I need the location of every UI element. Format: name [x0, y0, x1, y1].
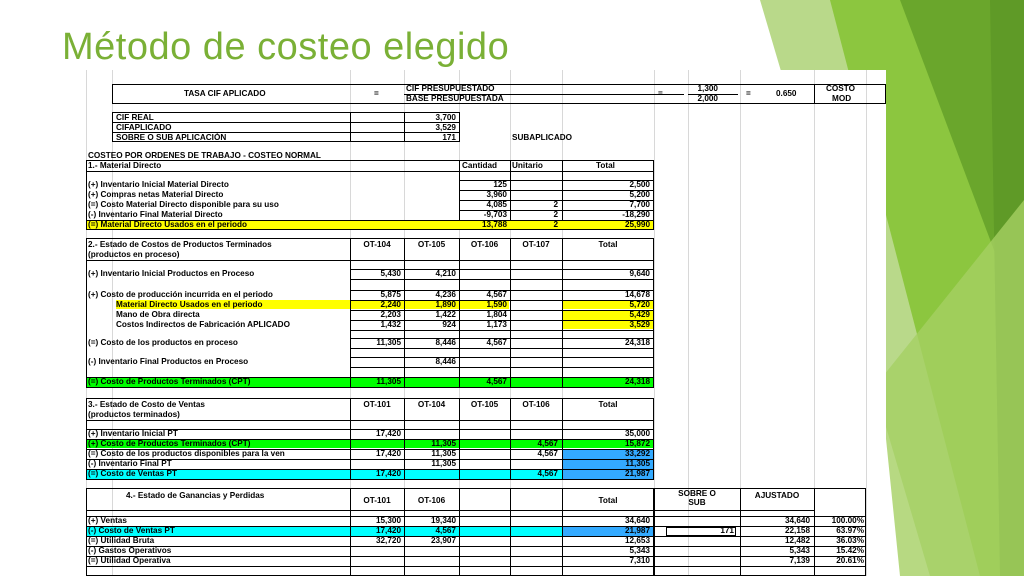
s1-row0-label: (+) Inventario Inicial Material Directo [88, 180, 229, 189]
s4-row3-aj: 5,343 [789, 546, 810, 555]
s2-mod-v0: 2,203 [380, 310, 401, 319]
s4-row0-pct: 100.00% [831, 516, 864, 525]
s1-row1-total: 5,200 [629, 190, 650, 199]
s3-col-3: OT-106 [522, 400, 550, 409]
cif-real-value: 3,700 [435, 113, 456, 122]
s3-row3-v1: 11,305 [431, 459, 456, 468]
s1-row4-label: (=) Material Directo Usados en el periodo [88, 220, 248, 229]
cif-sobre-label: SOBRE O SUB APLICACIÓN [116, 133, 227, 142]
s2-cpt-v0: 11,305 [376, 377, 401, 386]
s4-row1-v2: 21,987 [624, 526, 650, 535]
s4-row3-pct: 15.42% [836, 546, 864, 555]
s3-row2-v1: 11,305 [431, 449, 456, 458]
s2-invfin-v1: 8,446 [435, 357, 456, 366]
s2-proc-v0: 11,305 [376, 338, 401, 347]
s3-col-1: OT-104 [417, 400, 446, 409]
s2-col-1: OT-105 [417, 240, 446, 249]
s4-title: 4.- Estado de Ganancias y Perdidas [126, 491, 265, 500]
s4-sobre2: SUB [688, 498, 706, 507]
s3-row4-label: (=) Costo de Ventas PT [88, 469, 177, 478]
s4-row1-label: (-) Costo de Ventas PT [88, 526, 175, 535]
s2-invini-label: (+) Inventario Inicial Productos en Proceso [88, 269, 255, 278]
s2-cpt-v4: 24,318 [624, 377, 650, 386]
slide-title: Método de costeo elegido [62, 26, 510, 68]
s2-cif-label: Costos Indirectos de Fabricación APLICADO [116, 320, 290, 329]
s2-col-3: OT-107 [522, 240, 550, 249]
s1-row3-label: (-) Inventario Final Material Directo [88, 210, 223, 219]
s4-row4-label: (=) Utilidad Operativa [88, 556, 171, 565]
s2-costoprod-v0: 5,875 [380, 290, 401, 299]
s2-title1: 2.- Estado de Costos de Productos Terminados [88, 240, 272, 249]
s2-invini-v1: 4,210 [435, 269, 456, 278]
s2-md-v4: 5,720 [629, 300, 650, 309]
tasa-label: TASA CIF APLICADO [184, 89, 266, 98]
s1-col-cantidad: Cantidad [462, 161, 498, 170]
s4-row1-v1: 4,567 [435, 526, 456, 535]
s2-cif-v2: 1,173 [486, 320, 507, 329]
s2-col-2: OT-106 [470, 240, 499, 249]
cif-sobre-value: 171 [442, 133, 456, 142]
s2-proc-v1: 8,446 [435, 338, 456, 347]
s1-row3-total: -18,290 [622, 210, 650, 219]
s1-row2-qty: 4,085 [486, 200, 507, 209]
s4-row4-aj: 7,139 [789, 556, 810, 565]
s3-row1-label: (+) Costo de Productos Terminados (CPT) [88, 439, 251, 448]
s2-col-0: OT-104 [363, 240, 391, 249]
s2-costoprod-v1: 4,236 [435, 290, 456, 299]
s1-col-total: Total [596, 161, 615, 170]
s3-title1: 3.- Estado de Costo de Ventas [88, 400, 205, 409]
s1-row2-total: 7,700 [629, 200, 650, 209]
s4-row2-aj: 12,482 [784, 536, 810, 545]
s1-row1-qty: 3,960 [486, 190, 507, 199]
cif-real-label: CIF REAL [116, 113, 154, 122]
s2-cif-v1: 924 [442, 320, 456, 329]
s3-title2: (productos terminados) [88, 410, 180, 419]
s4-row4-pct: 20.61% [836, 556, 864, 565]
s2-invini-v4: 9,640 [629, 269, 650, 278]
s2-md-v1: 1,890 [435, 300, 456, 309]
s2-costoprod-v4: 14,678 [624, 290, 650, 299]
s3-row4-v4: 21,987 [624, 469, 650, 478]
s4-row0-v0: 15,300 [375, 516, 401, 525]
costo-label: COSTO [826, 84, 855, 93]
tasa-rate: 0.650 [776, 89, 797, 98]
s4-row2-v2: 12,653 [624, 536, 650, 545]
s3-row0-label: (+) Inventario Inicial PT [88, 429, 178, 438]
s4-col-1: OT-106 [417, 496, 446, 505]
s1-row4-qty: 13,788 [481, 220, 507, 229]
s3-row3-v4: 11,305 [625, 459, 650, 468]
s4-row2-pct: 36.03% [836, 536, 864, 545]
s4-col-0: OT-101 [363, 496, 391, 505]
s2-invfin-label: (-) Inventario Final Productos en Proceso [88, 357, 249, 366]
s1-row3-qty: -9,703 [483, 210, 507, 219]
s2-md-label: Material Directo Usados en el periodo [116, 300, 263, 309]
s4-row2-v0: 32,720 [375, 536, 401, 545]
s3-row4-v0: 17,420 [375, 469, 401, 478]
s1-title: 1.- Material Directo [88, 161, 162, 170]
s3-row3-label: (-) Inventario Final PT [88, 459, 172, 468]
tasa-num1: 1,300 [697, 84, 718, 93]
s2-cpt-v2: 4,567 [486, 377, 507, 386]
s4-row1-aj: 22,158 [784, 526, 810, 535]
s4-ajustado: AJUSTADO [754, 491, 800, 500]
s2-title2: (productos en proceso) [88, 250, 180, 259]
s2-cif-v0: 1,432 [380, 320, 401, 329]
s1-row4-unit: 2 [553, 220, 558, 229]
s2-md-v2: 1,590 [486, 300, 507, 309]
s3-col-0: OT-101 [363, 400, 391, 409]
s3-row4-v3: 4,567 [537, 469, 558, 478]
s4-row3-v2: 5,343 [629, 546, 650, 555]
s2-proc-v2: 4,567 [486, 338, 507, 347]
cif-aplicado-label: CIFAPLICADO [116, 123, 172, 132]
s3-row2-label: (=) Costo de los productos disponibles para la ven [88, 449, 285, 458]
base-presupuestada: BASE PRESUPUESTADA [406, 94, 504, 103]
s4-row1-v0: 17,420 [375, 526, 401, 535]
s1-row4-total: 25,990 [624, 220, 650, 229]
s4-row2-v1: 23,907 [430, 536, 456, 545]
cif-aplicado-value: 3,529 [435, 123, 456, 132]
s2-costoprod-label: (+) Costo de producción incurrida en el periodo [88, 290, 273, 299]
s2-mod-v2: 1,804 [486, 310, 507, 319]
s4-row0-aj: 34,640 [784, 516, 810, 525]
s1-row0-qty: 125 [493, 180, 507, 189]
cif-presupuestado: CIF PRESUPUESTADO [406, 84, 495, 93]
s3-col-4: Total [598, 400, 618, 409]
s2-cif-v4: 3,529 [629, 320, 650, 329]
s4-row0-v2: 34,640 [624, 516, 650, 525]
tasa-eq2: = [658, 89, 663, 98]
s2-mod-label: Mano de Obra directa [116, 310, 200, 319]
s2-invini-v0: 5,430 [380, 269, 401, 278]
s3-row0-v4: 35,000 [624, 429, 650, 438]
s4-row0-v1: 19,340 [430, 516, 456, 525]
s2-cpt-label: (=) Costo de Productos Terminados (CPT) [88, 377, 251, 386]
s4-row4-v2: 7,310 [629, 556, 650, 565]
s1-row2-unit: 2 [553, 200, 558, 209]
s1-col-unitario: Unitario [512, 161, 543, 170]
s3-row2-v0: 17,420 [375, 449, 401, 458]
subaplicado-label: SUBAPLICADO [512, 133, 573, 142]
tasa-eq3: = [746, 89, 751, 98]
spreadsheet [76, 70, 886, 576]
s2-costoprod-v2: 4,567 [486, 290, 507, 299]
s1-row0-total: 2,500 [629, 180, 650, 189]
s1-row1-label: (+) Compras netas Material Directo [88, 190, 224, 199]
s3-row1-v4: 15,872 [624, 439, 650, 448]
s4-col-2: Total [598, 496, 618, 505]
s2-col-4: Total [598, 240, 618, 249]
s3-row2-v3: 4,567 [537, 449, 558, 458]
s2-proc-v4: 24,318 [624, 338, 650, 347]
s3-row1-v3: 4,567 [537, 439, 558, 448]
mod-label: MOD [832, 94, 852, 103]
s4-sobre1: SOBRE O [678, 489, 716, 498]
s3-row0-v0: 17,420 [375, 429, 401, 438]
tasa-num2: 2,000 [697, 94, 718, 103]
s2-proc-label: (=) Costo de los productos en proceso [88, 338, 238, 347]
s4-row3-label: (-) Gastos Operativos [88, 546, 172, 555]
s3-row2-v4: 33,292 [624, 449, 650, 458]
s2-md-v0: 2,240 [380, 300, 401, 309]
s4-row0-label: (+) Ventas [88, 516, 127, 525]
tasa-eq1: = [374, 89, 379, 98]
s4-row1-sub: 171 [720, 526, 734, 535]
s1-heading: COSTEO POR ORDENES DE TRABAJO - COSTEO NORMAL [88, 151, 321, 160]
s3-row1-v1: 11,305 [431, 439, 456, 448]
s4-row1-pct: 63.97% [836, 526, 864, 535]
s2-mod-v1: 1,422 [435, 310, 456, 319]
s1-row3-unit: 2 [553, 210, 558, 219]
s4-row2-label: (=) Utilidad Bruta [88, 536, 155, 545]
s3-col-2: OT-105 [470, 400, 499, 409]
s2-mod-v4: 5,429 [629, 310, 650, 319]
s1-row2-label: (=) Costo Material Directo disponible para su uso [88, 200, 279, 209]
